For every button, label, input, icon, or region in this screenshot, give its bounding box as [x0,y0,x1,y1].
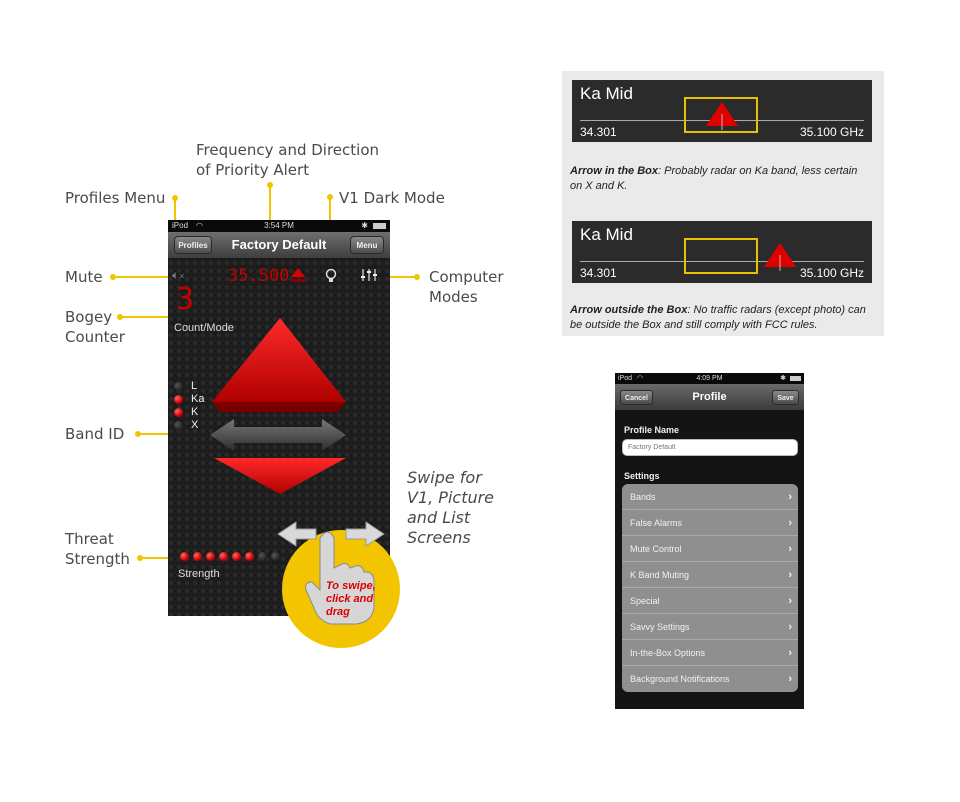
callout-threat-strength-line2: Strength [65,550,130,568]
chevron-right-icon: › [788,673,792,685]
swipe-caption-line4: Screens [407,528,471,547]
swipe-caption-line1: Swipe for [407,468,482,487]
strength-meter [180,552,290,562]
settings-row-label: Background Notifications [630,674,730,684]
battery-icon [373,223,386,229]
settings-row-label: K Band Muting [630,570,690,580]
status-device: iPod [618,375,633,382]
bluetooth-icon: ✱ [361,221,368,230]
band-label-k: K [191,406,199,418]
chevron-right-icon: › [788,517,792,529]
callout-frequency-line1: Frequency and Direction [196,141,380,159]
ka-caption-text: : No traffic radars (except photo) can be outside the Box and still comply with FCC rules. [570,304,866,331]
band-label-x: X [191,419,199,431]
strength-led [206,552,215,561]
ka-panel-outside-box [572,221,872,283]
settings-row-label: In-the-Box Options [630,648,706,658]
settings-row[interactable] [622,510,798,536]
save-button[interactable]: Save [772,390,799,405]
strength-led [232,552,241,561]
ka-high-freq: 35.100 GHz [799,266,864,280]
strength-led [219,552,228,561]
swipe-hint-line2: click and [326,593,374,605]
settings-row-label: Mute Control [630,544,682,554]
ka-box [684,238,758,274]
callout-bogey-counter-line2: Counter [65,328,125,346]
wifi-icon: ◠ [637,375,644,382]
ka-panel-in-box [572,80,872,142]
ka-arrow-icon [760,241,800,271]
nav-bar [615,384,804,410]
status-time: 4:09 PM [696,375,723,382]
ka-high-freq: 35.100 GHz [799,125,864,139]
profile-name-input[interactable] [622,439,798,456]
swipe-hint-line1: To swipe, [326,580,376,592]
chevron-right-icon: › [788,543,792,555]
count-mode-label: Count/Mode [174,322,234,334]
mute-icon[interactable]: 🔈︎× [172,268,185,282]
band-row-k [174,406,214,419]
chevron-right-icon: › [788,491,792,503]
strength-led [193,552,202,561]
settings-row[interactable] [622,484,798,510]
settings-row[interactable] [622,640,798,666]
callout-bogey-counter-line1: Bogey [65,308,113,326]
swipe-hint-badge [282,530,400,648]
settings-row-label: Savvy Settings [630,622,690,632]
band-row-l [174,380,214,393]
callout-threat-strength-line1: Threat [65,530,114,548]
ka-low-freq: 34.301 [580,125,617,139]
profiles-button[interactable]: Profiles [174,236,212,254]
strength-led [258,552,267,561]
strength-led [180,552,189,561]
ka-caption-outside-box [570,303,880,333]
ka-panel-title: Ka Mid [580,84,633,103]
chevron-right-icon: › [788,569,792,581]
settings-row-label: Bands [630,492,656,502]
status-device: iPod [172,221,189,230]
band-row-ka [174,393,214,406]
band-label-ka: Ka [191,393,205,405]
ka-caption-bold: Arrow outside the Box [570,304,688,316]
nav-bar [168,232,390,258]
dark-mode-bulb-icon[interactable] [324,268,338,284]
status-bar [615,373,804,384]
settings-row-label: Special [630,596,660,606]
settings-row-label: False Alarms [630,518,683,528]
ka-caption-in-box [570,164,870,194]
battery-icon [790,376,801,381]
settings-row[interactable] [622,614,798,640]
callout-profiles-menu: Profiles Menu [65,189,166,207]
callout-line [113,276,173,278]
settings-row[interactable] [622,536,798,562]
bogey-counter-digit: 3 [176,282,195,317]
callout-mute: Mute [65,268,103,286]
swipe-hint-line3: drag [326,606,350,618]
band-led-ka [174,395,183,404]
cancel-button[interactable]: Cancel [620,390,653,405]
menu-button[interactable]: Menu [350,236,384,254]
callout-v1-dark-mode: V1 Dark Mode [339,189,445,207]
status-time: 3:54 PM [264,221,294,230]
rear-arrow-icon [212,456,348,496]
swipe-caption-line3: and List [407,508,471,527]
ka-band-explainer [562,71,884,336]
settings-section-label: Settings [624,471,660,481]
callout-band-id: Band ID [65,425,125,443]
priority-frequency: 35.500 [228,266,290,286]
settings-row[interactable] [622,562,798,588]
profile-name-label: Profile Name [624,425,680,435]
band-id-list [174,380,214,432]
chevron-right-icon: › [788,621,792,633]
ka-low-freq: 34.301 [580,266,617,280]
profile-title: Factory Default [231,237,327,252]
chevron-right-icon: › [788,595,792,607]
band-row-x [174,419,214,432]
profile-settings-screen [615,373,804,709]
strength-label: Strength [178,568,220,580]
status-bar [168,220,390,232]
band-led-k [174,408,183,417]
ka-arrow-icon [702,100,742,130]
callout-computer-modes-line1: Computer [429,268,504,286]
front-arrow-icon [210,316,350,416]
strength-led [245,552,254,561]
settings-row[interactable] [622,588,798,614]
wifi-icon: ◠ [196,221,203,230]
settings-list [622,484,798,692]
band-led-x [174,421,183,430]
callout-frequency-line2: of Priority Alert [196,161,310,179]
band-label-l: L [191,380,198,392]
chevron-right-icon: › [788,647,792,659]
ka-panel-title: Ka Mid [580,225,633,244]
bluetooth-icon: ✱ [780,375,786,382]
side-arrow-icon [208,417,348,453]
band-led-l [174,382,183,391]
ka-caption-bold: Arrow in the Box [570,165,659,177]
priority-direction-arrow-icon [290,267,306,284]
computer-modes-sliders-icon[interactable] [360,268,378,282]
swipe-caption-line2: V1, Picture [407,488,495,507]
ka-caption-text: : Probably radar on Ka band, less certain on X and K. [570,165,858,192]
callout-computer-modes-line2: Modes [429,288,478,306]
page-title: Profile [692,391,727,403]
settings-row[interactable] [622,666,798,692]
